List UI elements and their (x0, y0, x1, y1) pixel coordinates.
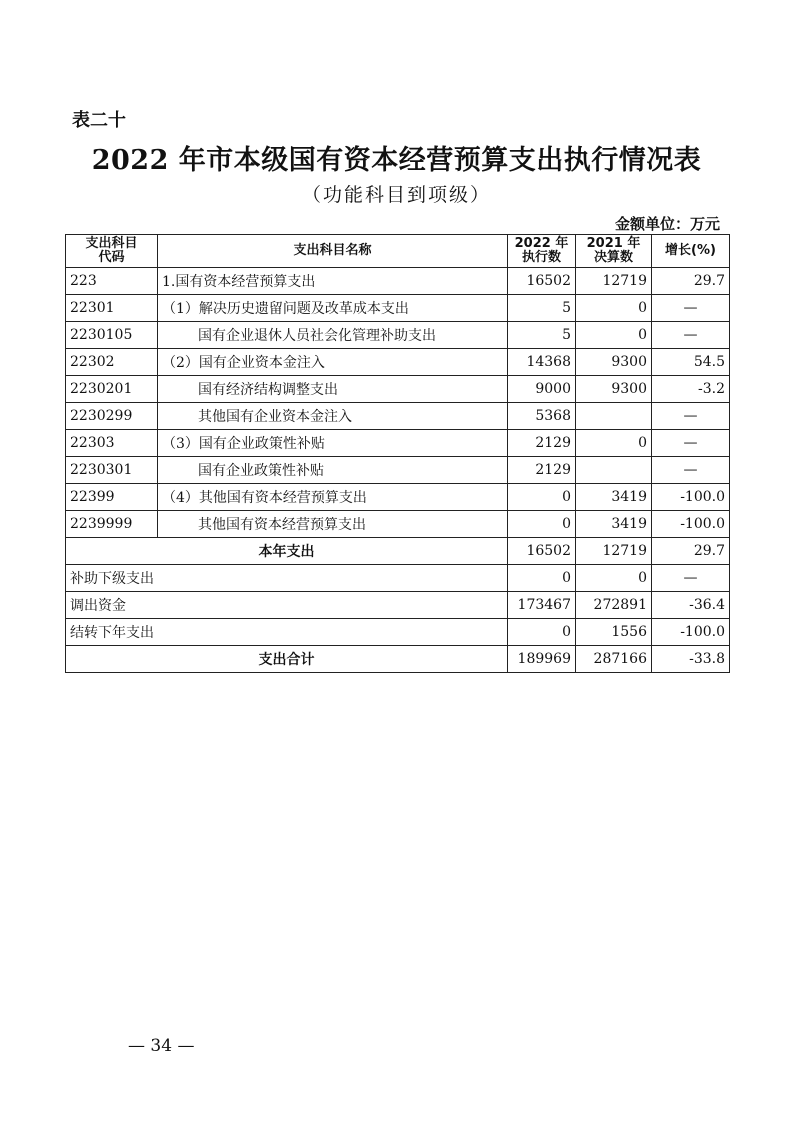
row-growth: -100.0 (652, 511, 730, 538)
row-name: 国有企业政策性补贴 (158, 457, 508, 484)
header-exec-line2: 执行数 (521, 250, 561, 265)
row-final: 0 (576, 322, 652, 349)
row-final: 0 (576, 430, 652, 457)
page-title: 2022 年市本级国有资本经营预算支出执行情况表 (91, 145, 702, 176)
header-code-line1: 支出科目 (85, 236, 138, 251)
current-year-total-exec: 16502 (508, 538, 576, 565)
header-final (576, 235, 652, 268)
row-code: 22302 (66, 349, 158, 376)
extra-row (66, 619, 730, 646)
table-row (66, 403, 730, 430)
row-name: 其他国有资本经营预算支出 (158, 511, 508, 538)
grand-total-final: 287166 (576, 646, 652, 673)
amount-unit: 金额单位：万元 (614, 215, 720, 233)
header-code (66, 235, 158, 268)
header-exec (508, 235, 576, 268)
extra-row-exec: 0 (508, 565, 576, 592)
row-code: 22303 (66, 430, 158, 457)
extra-row-label: 调出资金 (66, 592, 508, 619)
extra-row-final: 1556 (576, 619, 652, 646)
row-growth: — (652, 430, 730, 457)
extra-row-final: 0 (576, 565, 652, 592)
row-code: 22399 (66, 484, 158, 511)
extra-row-growth: — (652, 565, 730, 592)
row-code: 22301 (66, 295, 158, 322)
extra-row-label: 补助下级支出 (66, 565, 508, 592)
row-name: （1）解决历史遗留问题及改革成本支出 (158, 295, 508, 322)
header-exec-line1: 2022 年 (514, 236, 569, 251)
grand-total-growth: -33.8 (652, 646, 730, 673)
table-label: 表二十 (72, 110, 126, 131)
row-exec: 5 (508, 295, 576, 322)
table-row (66, 484, 730, 511)
row-final: 9300 (576, 376, 652, 403)
table-row (66, 511, 730, 538)
row-exec: 9000 (508, 376, 576, 403)
row-growth: 54.5 (652, 349, 730, 376)
current-year-total-row (66, 538, 730, 565)
row-final: 9300 (576, 349, 652, 376)
extra-row (66, 592, 730, 619)
budget-table (65, 234, 730, 673)
row-code: 2230201 (66, 376, 158, 403)
header-name: 支出科目名称 (158, 235, 508, 268)
row-growth: — (652, 403, 730, 430)
row-final: 3419 (576, 511, 652, 538)
row-name: 其他国有企业资本金注入 (158, 403, 508, 430)
header-code-line2: 代码 (98, 250, 125, 265)
extra-row-final: 272891 (576, 592, 652, 619)
page-number: — 34 — (128, 1036, 195, 1056)
row-growth: -100.0 (652, 484, 730, 511)
row-exec: 16502 (508, 268, 576, 295)
row-name: （3）国有企业政策性补贴 (158, 430, 508, 457)
row-exec: 5 (508, 322, 576, 349)
header-final-line1: 2021 年 (586, 236, 641, 251)
row-exec: 0 (508, 511, 576, 538)
extra-row-growth: -100.0 (652, 619, 730, 646)
row-name: 国有企业退休人员社会化管理补助支出 (158, 322, 508, 349)
extra-row-growth: -36.4 (652, 592, 730, 619)
row-growth: -3.2 (652, 376, 730, 403)
table-row (66, 295, 730, 322)
row-name: （2）国有企业资本金注入 (158, 349, 508, 376)
table-header-row (66, 235, 730, 268)
table-row (66, 430, 730, 457)
table-row (66, 349, 730, 376)
row-name: 国有经济结构调整支出 (158, 376, 508, 403)
extra-row-exec: 173467 (508, 592, 576, 619)
row-exec: 2129 (508, 457, 576, 484)
row-growth: — (652, 295, 730, 322)
table-row (66, 376, 730, 403)
row-name: （4）其他国有资本经营预算支出 (158, 484, 508, 511)
row-exec: 0 (508, 484, 576, 511)
row-growth: 29.7 (652, 268, 730, 295)
header-growth: 增长(%) (652, 235, 730, 268)
extra-row (66, 565, 730, 592)
current-year-total-growth: 29.7 (652, 538, 730, 565)
header-final-line2: 决算数 (593, 250, 633, 265)
extra-row-exec: 0 (508, 619, 576, 646)
page-subtitle: （功能科目到项级） (301, 184, 491, 206)
table-row (66, 268, 730, 295)
row-code: 223 (66, 268, 158, 295)
grand-total-label: 支出合计 (66, 646, 508, 673)
grand-total-exec: 189969 (508, 646, 576, 673)
table-row (66, 457, 730, 484)
current-year-total-label: 本年支出 (66, 538, 508, 565)
extra-row-label: 结转下年支出 (66, 619, 508, 646)
row-final (576, 403, 652, 430)
grand-total-row (66, 646, 730, 673)
row-code: 2230299 (66, 403, 158, 430)
table-row (66, 322, 730, 349)
row-final: 0 (576, 295, 652, 322)
row-final: 12719 (576, 268, 652, 295)
row-name: 1.国有资本经营预算支出 (158, 268, 508, 295)
row-code: 2239999 (66, 511, 158, 538)
row-exec: 14368 (508, 349, 576, 376)
row-exec: 2129 (508, 430, 576, 457)
row-exec: 5368 (508, 403, 576, 430)
current-year-total-final: 12719 (576, 538, 652, 565)
row-growth: — (652, 322, 730, 349)
row-code: 2230105 (66, 322, 158, 349)
row-code: 2230301 (66, 457, 158, 484)
row-final: 3419 (576, 484, 652, 511)
row-final (576, 457, 652, 484)
row-growth: — (652, 457, 730, 484)
